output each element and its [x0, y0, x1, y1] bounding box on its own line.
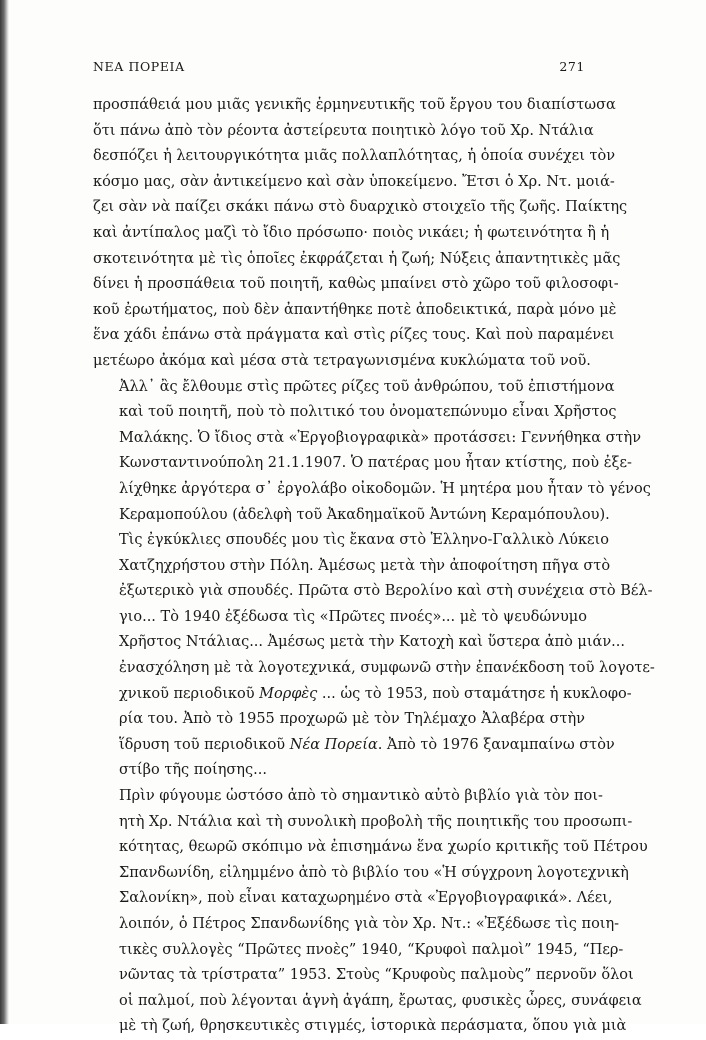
text-line: ητὴ Χρ. Ντάλια καὶ τὴ συνολικὴ προβολὴ τῆς ποιητικῆς του προσωπι-: [119, 813, 633, 830]
text-line: Τὶς ἐγκύκλιες σπουδές μου τὶς ἔκανα στὸ Ἑλληνο-Γαλλικὸ Λύκειο: [119, 532, 609, 549]
text-line: καὶ ἀντίπαλος μαζὶ τὸ ἴδιο πρόσωπο· ποιὸς νικάει; ἡ φωτεινότητα ἢ ἡ: [93, 224, 610, 241]
text-line: ρία του. Ἀπὸ τὸ 1955 προχωρῶ μὲ τὸν Τηλέμαχο Ἀλαβέρα στὴν: [119, 711, 585, 728]
text-line: Σπανδωνίδη, εἰλημμένο ἀπὸ τὸ βιβλίο του «Ἡ σύγχρονη λογοτεχνικὴ: [119, 864, 629, 881]
text-line: Χρῆστος Ντάλιας... Ἀμέσως μετὰ τὴν Κατοχὴ καὶ ὕστερα ἀπὸ μιάν...: [119, 634, 625, 651]
text-line: κότητας, θεωρῶ σκόπιμο νὰ ἐπισημάνω ἕνα χωρίο κριτικῆς τοῦ Πέτρου: [119, 839, 648, 856]
body-text: [93, 93, 655, 1040]
text-line: Κωνσταντινούπολη 21.1.1907. Ὁ πατέρας μου ἦταν κτίστης, ποὺ ἐξε-: [119, 455, 632, 472]
text-line: στίβο τῆς ποίησης...: [119, 762, 267, 779]
paragraph-2: [93, 375, 655, 785]
text-line: οἱ παλμοί, ποὺ λέγονται ἁγνὴ ἀγάπη, ἔρωτας, φυσικὲς ὧρες, συνάφεια: [119, 992, 642, 1009]
text-line: Πρὶν φύγουμε ὡστόσο ἀπὸ τὸ σημαντικὸ αὐτὸ βιβλίο γιὰ τὸν ποι-: [119, 788, 603, 805]
text-line: καὶ τοῦ ποιητῆ, ποὺ τὸ πολιτικό του ὀνοματεπώνυμο εἶναι Χρῆστος: [119, 404, 617, 421]
text-line: ἐνασχόληση μὲ τὰ λογοτεχνικά, συμφωνῶ στὴν ἐπανέκδοση τοῦ λογοτε-: [119, 660, 655, 677]
italic-title: Νέα Πορεία: [289, 736, 378, 753]
page-number: 271: [559, 59, 585, 74]
text-line: ζει σὰν νὰ παίζει σκάκι πάνω στὸ δυαρχικὸ στοιχεῖο τῆς ζωῆς. Παίκτης: [93, 199, 628, 216]
text-line: ὅτι πάνω ἀπὸ τὸν ρέοντα ἀστείρευτα ποιητικὸ λόγο τοῦ Χρ. Ντάλια: [93, 122, 594, 139]
italic-title: Μορφὲς: [259, 685, 318, 702]
text-line: προσπάθειά μου μιᾶς γενικῆς ἑρμηνευτικῆς τοῦ ἔργου του διαπίστωσα: [93, 97, 616, 113]
text-line: ἕνα χάδι ἐπάνω στὰ πράγματα καὶ στὶς ρίζες τους. Καὶ ποὺ παραμένει: [93, 327, 615, 344]
text-line: Κεραμοπούλου (ἀδελφὴ τοῦ Ἀκαδημαϊκοῦ Ἀντώνη Κεραμόπουλου).: [119, 506, 610, 523]
text-line: Χατζηχρήστου στὴν Πόλη. Ἀμέσως μετὰ τὴν ἀποφοίτηση πῆγα στὸ: [119, 557, 611, 574]
text-line: λοιπόν, ὁ Πέτρος Σπανδωνίδης γιὰ τὸν Χρ. Ντ.: «Ἐξέδωσε τὶς ποιη-: [119, 916, 620, 932]
text-line: Μαλάκης. Ὁ ἴδιος στὰ «Ἐργοβιογραφικὰ» προτάσσει: Γεννήθηκα στὴν: [119, 429, 642, 446]
text-line: κόσμο μας, σὰν ἀντικείμενο καὶ σὰν ὑποκείμενο. Ἔτσι ὁ Χρ. Ντ. μοιά-: [93, 173, 615, 190]
text-line: λίχθηκε ἀργότερα σ᾽ ἐργολάβο οἰκοδομῶν. Ἡ μητέρα μου ἦταν τὸ γένος: [119, 480, 651, 497]
text-line: νῶντας τὰ τρίστρατα” 1953. Στοὺς “Κρυφοὺς παλμοὺς” περνοῦν ὅλοι: [119, 967, 634, 984]
text-line: κοῦ ἐρωτήματος, ποὺ δὲν ἀπαντήθηκε ποτὲ ἀποδεικτικά, παρὰ μόνο μὲ: [93, 301, 617, 318]
text-line: ἐξωτερικὸ γιὰ σπουδές. Πρῶτα στὸ Βερολίνο καὶ στὴ συνέχεια στὸ Βέλ-: [119, 583, 653, 600]
text-line: δεσπόζει ἡ λειτουργικότητα μιᾶς πολλαπλότητας, ἡ ὁποία συνέχει τὸν: [93, 148, 616, 165]
text-line: μὲ τὴ ζωή, θρησκευτικὲς στιγμές, ἱστορικὰ περάσματα, ὅπου γιὰ μιὰ: [119, 1018, 627, 1035]
running-title: ΝΕΑ ΠΟΡΕΙΑ: [93, 59, 185, 74]
text-line: Ἀλλ᾽ ἂς ἔλθουμε στὶς πρῶτες ρίζες τοῦ ἀνθρώπου, τοῦ ἐπιστήμονα: [119, 378, 615, 395]
text-line: μετέωρο ἀκόμα καὶ μέσα στὰ τετραγωνισμένα κυκλώματα τοῦ νοῦ.: [93, 352, 591, 369]
page-binding-edge: [0, 0, 9, 1024]
text-line: γιο... Τὸ 1940 ἐξέδωσα τὶς «Πρῶτες πνοές»... μὲ τὸ ψευδώνυμο: [119, 608, 587, 625]
paragraph-1: [93, 93, 628, 375]
text-line: δίνει ἡ προσπάθεια τοῦ ποιητῆ, καθὼς μπαίνει στὸ χῶρο τοῦ φιλοσοφι-: [93, 276, 619, 293]
text-line: χνικοῦ περιοδικοῦ Μορφὲς ... ὡς τὸ 1953, ποὺ σταμάτησε ἡ κυκλοφο-: [119, 685, 632, 702]
page-header: [93, 59, 585, 79]
text-line: Σαλονίκη», ποὺ εἶναι καταχωρημένο στὰ «Ἐργοβιογραφικά». Λέει,: [119, 890, 613, 907]
paragraph-3: [93, 784, 648, 1040]
text-line: τικὲς συλλογὲς “Πρῶτες πνοὲς” 1940, “Κρυφοὶ παλμοὶ” 1945, “Περ-: [119, 941, 624, 958]
text-line: ἵδρυση τοῦ περιοδικοῦ Νέα Πορεία. Ἀπὸ τὸ 1976 ξαναμπαίνω στὸν: [119, 736, 615, 753]
text-line: σκοτεινότητα μὲ τὶς ὁποῖες ἐκφράζεται ἡ ζωή; Νύξεις ἀπαντητικὲς μᾶς: [93, 250, 621, 267]
